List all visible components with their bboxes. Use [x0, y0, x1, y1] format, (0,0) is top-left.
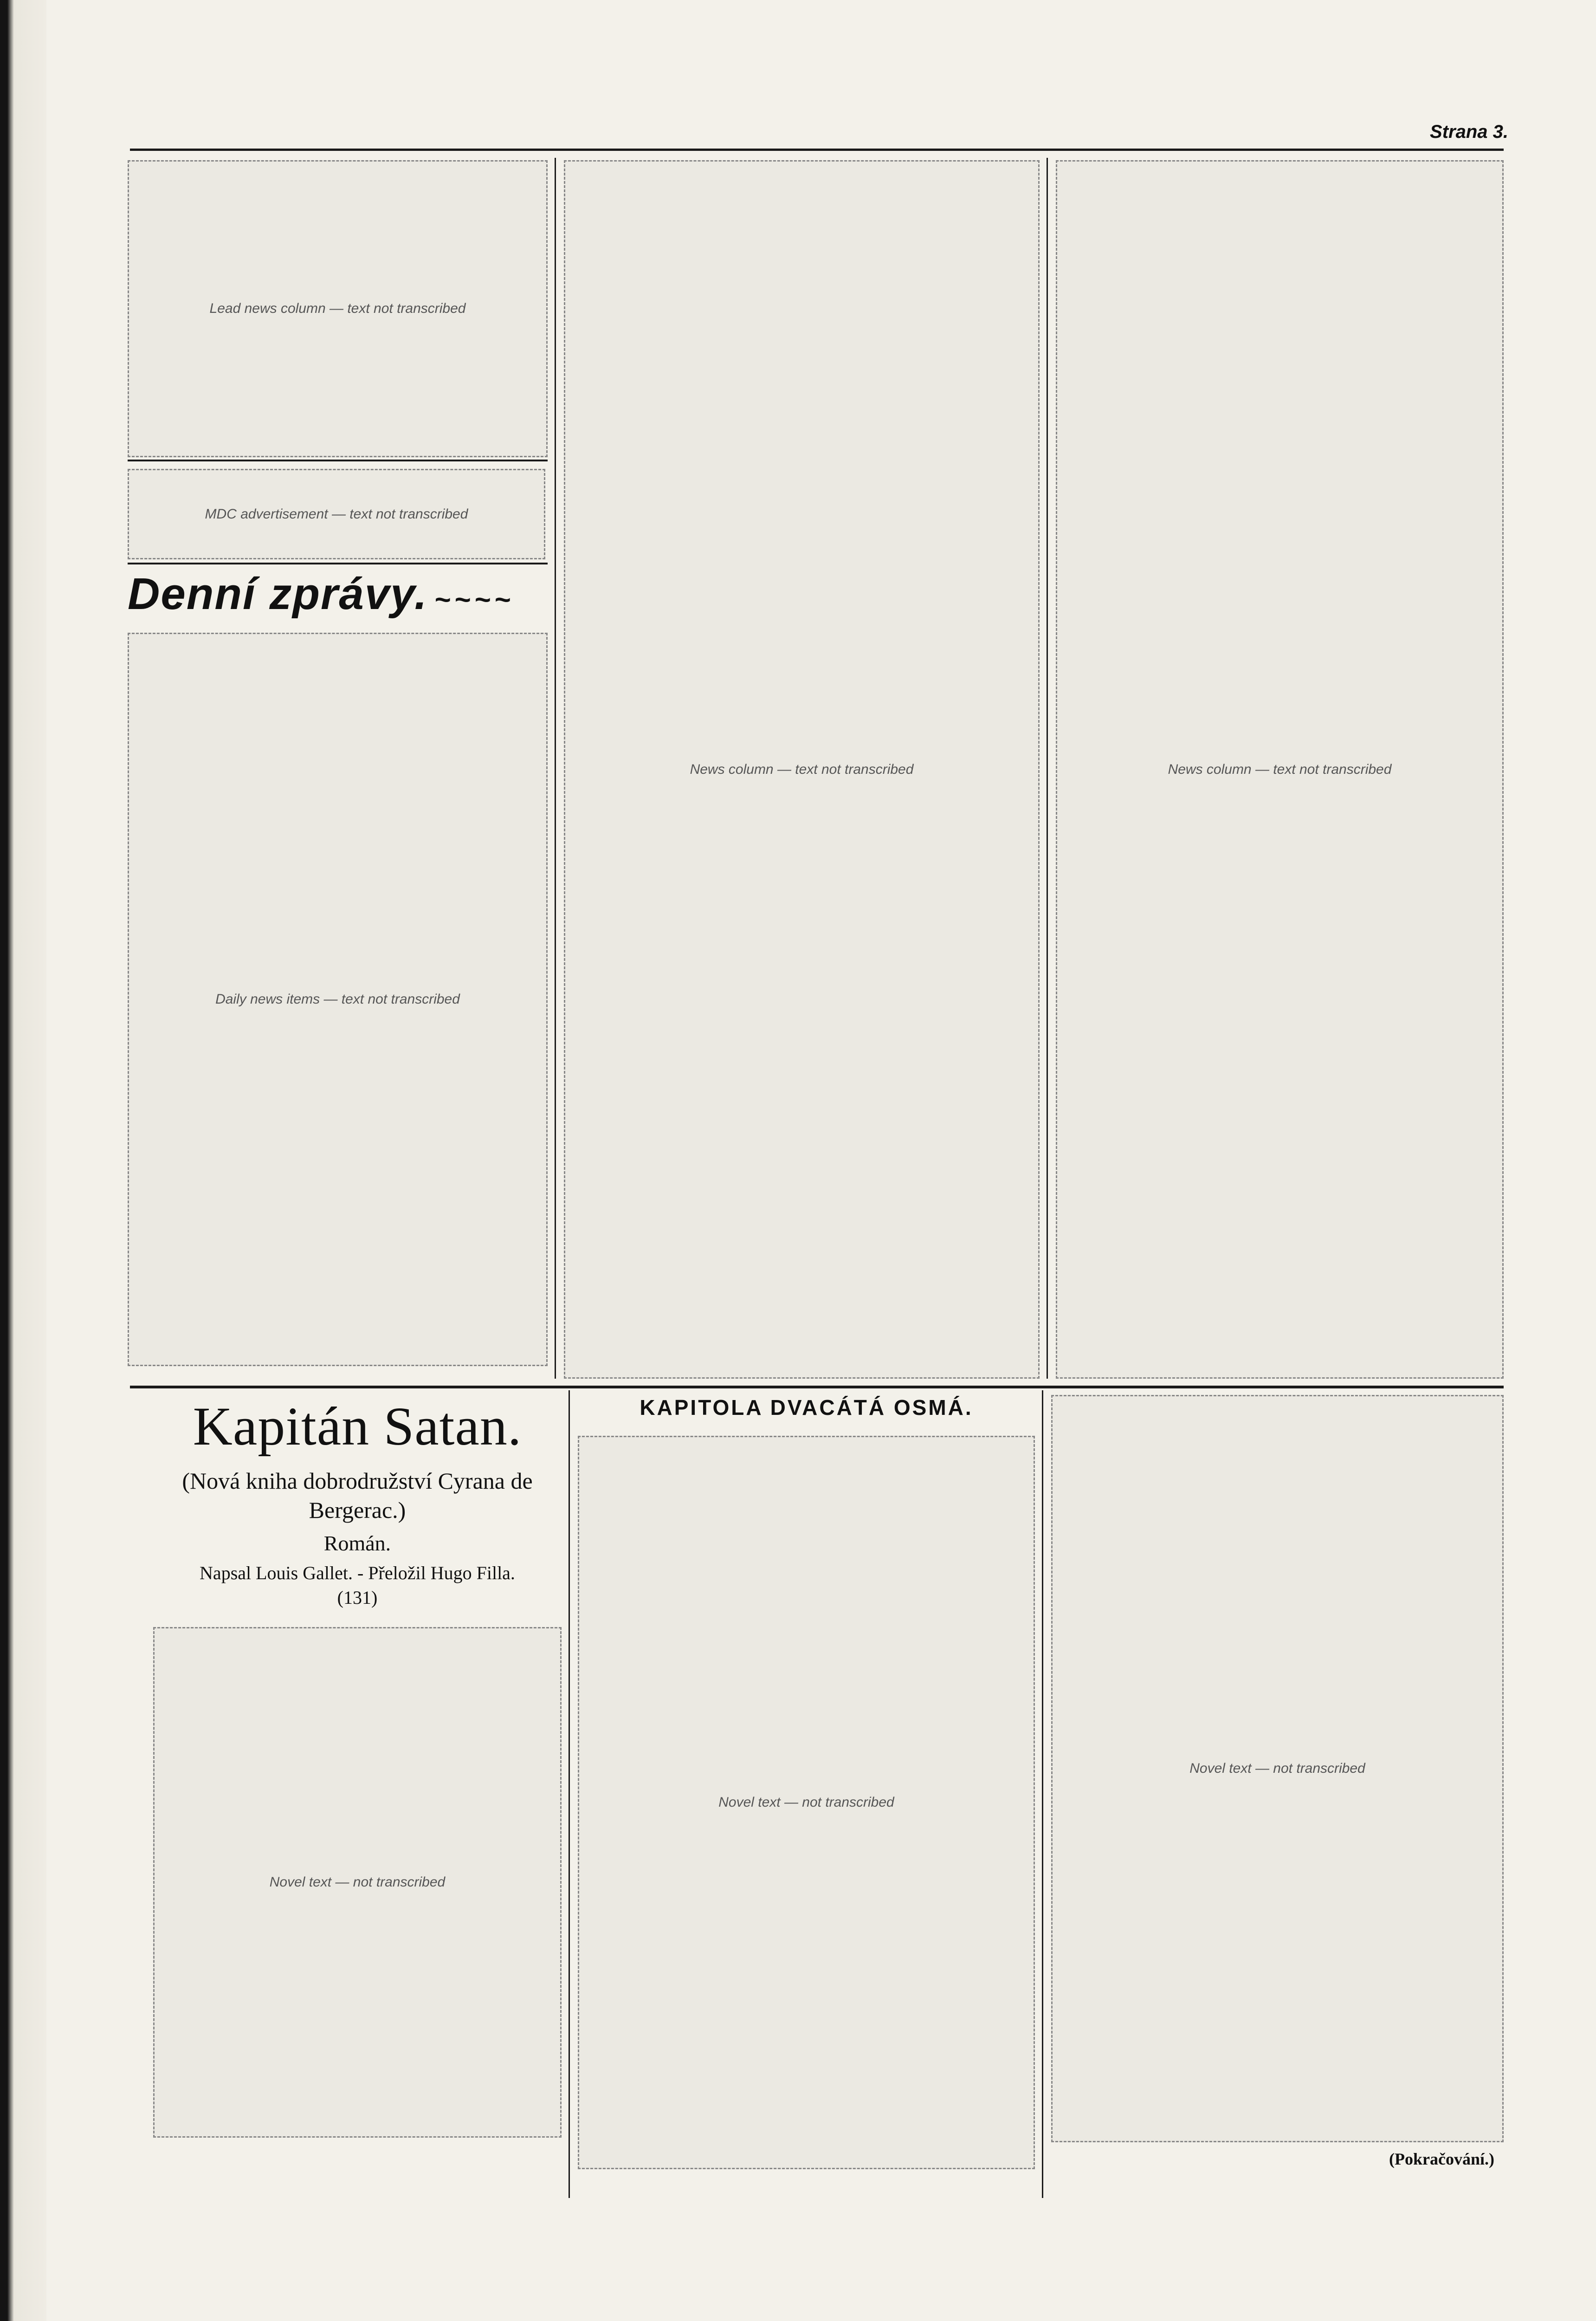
- daily-news-heading: [128, 569, 548, 620]
- serial-rule-2: [1042, 1390, 1043, 2198]
- continuation-note: (Pokračování.): [1389, 2150, 1494, 2168]
- news-column-3: [1056, 160, 1504, 1379]
- column-rule-2: [1047, 158, 1048, 1379]
- unread-text-block: News column — text not transcribed: [1056, 160, 1504, 1379]
- unread-text-block: Lead news column — text not transcribed: [128, 160, 548, 457]
- serial-column-2: [578, 1395, 1035, 2193]
- serial-column-3: [1051, 1395, 1504, 2142]
- serial-author-line: Napsal Louis Gallet. - Přeložil Hugo Filla.: [200, 1562, 515, 1583]
- scan-binding-edge: [0, 0, 46, 2321]
- page-number: Strana 3.: [1430, 122, 1508, 142]
- daily-news-column: [128, 569, 548, 1379]
- unread-text-block: Novel text — not transcribed: [153, 1627, 562, 2138]
- daily-news-title: Denní zprávy.: [128, 569, 428, 619]
- unread-text-block: News column — text not transcribed: [564, 160, 1040, 1379]
- serial-separator-rule: [130, 1386, 1504, 1388]
- header-rule: [130, 149, 1504, 151]
- serial-installment: (131): [337, 1587, 378, 1608]
- unread-text-block: Novel text — not transcribed: [1051, 1395, 1504, 2142]
- serial-column-1: [153, 1395, 562, 2193]
- news-column-2: [564, 160, 1040, 1379]
- serial-rule-1: [569, 1390, 570, 2198]
- mdc-advertisement: [128, 469, 545, 559]
- serial-genre: Román.: [323, 1531, 391, 1555]
- unread-text-block: Daily news items — text not transcribed: [128, 633, 548, 1366]
- serial-subtitle: (Nová kniha dobrodružství Cyrana de Bergerac.): [182, 1468, 533, 1523]
- column-rule-1: [555, 158, 556, 1379]
- ad-bottom-rule: [128, 563, 548, 564]
- unread-ad-block: MDC advertisement — text not transcribed: [128, 469, 545, 559]
- unread-text-block: Novel text — not transcribed: [578, 1436, 1035, 2169]
- ad-top-rule: [128, 460, 548, 461]
- news-column-1: [128, 160, 548, 457]
- chapter-title: KAPITOLA DVACÁTÁ OSMÁ.: [640, 1395, 973, 1420]
- ornament-icon: ~~~~: [434, 584, 514, 615]
- serial-title: Kapitán Satan.: [193, 1396, 522, 1457]
